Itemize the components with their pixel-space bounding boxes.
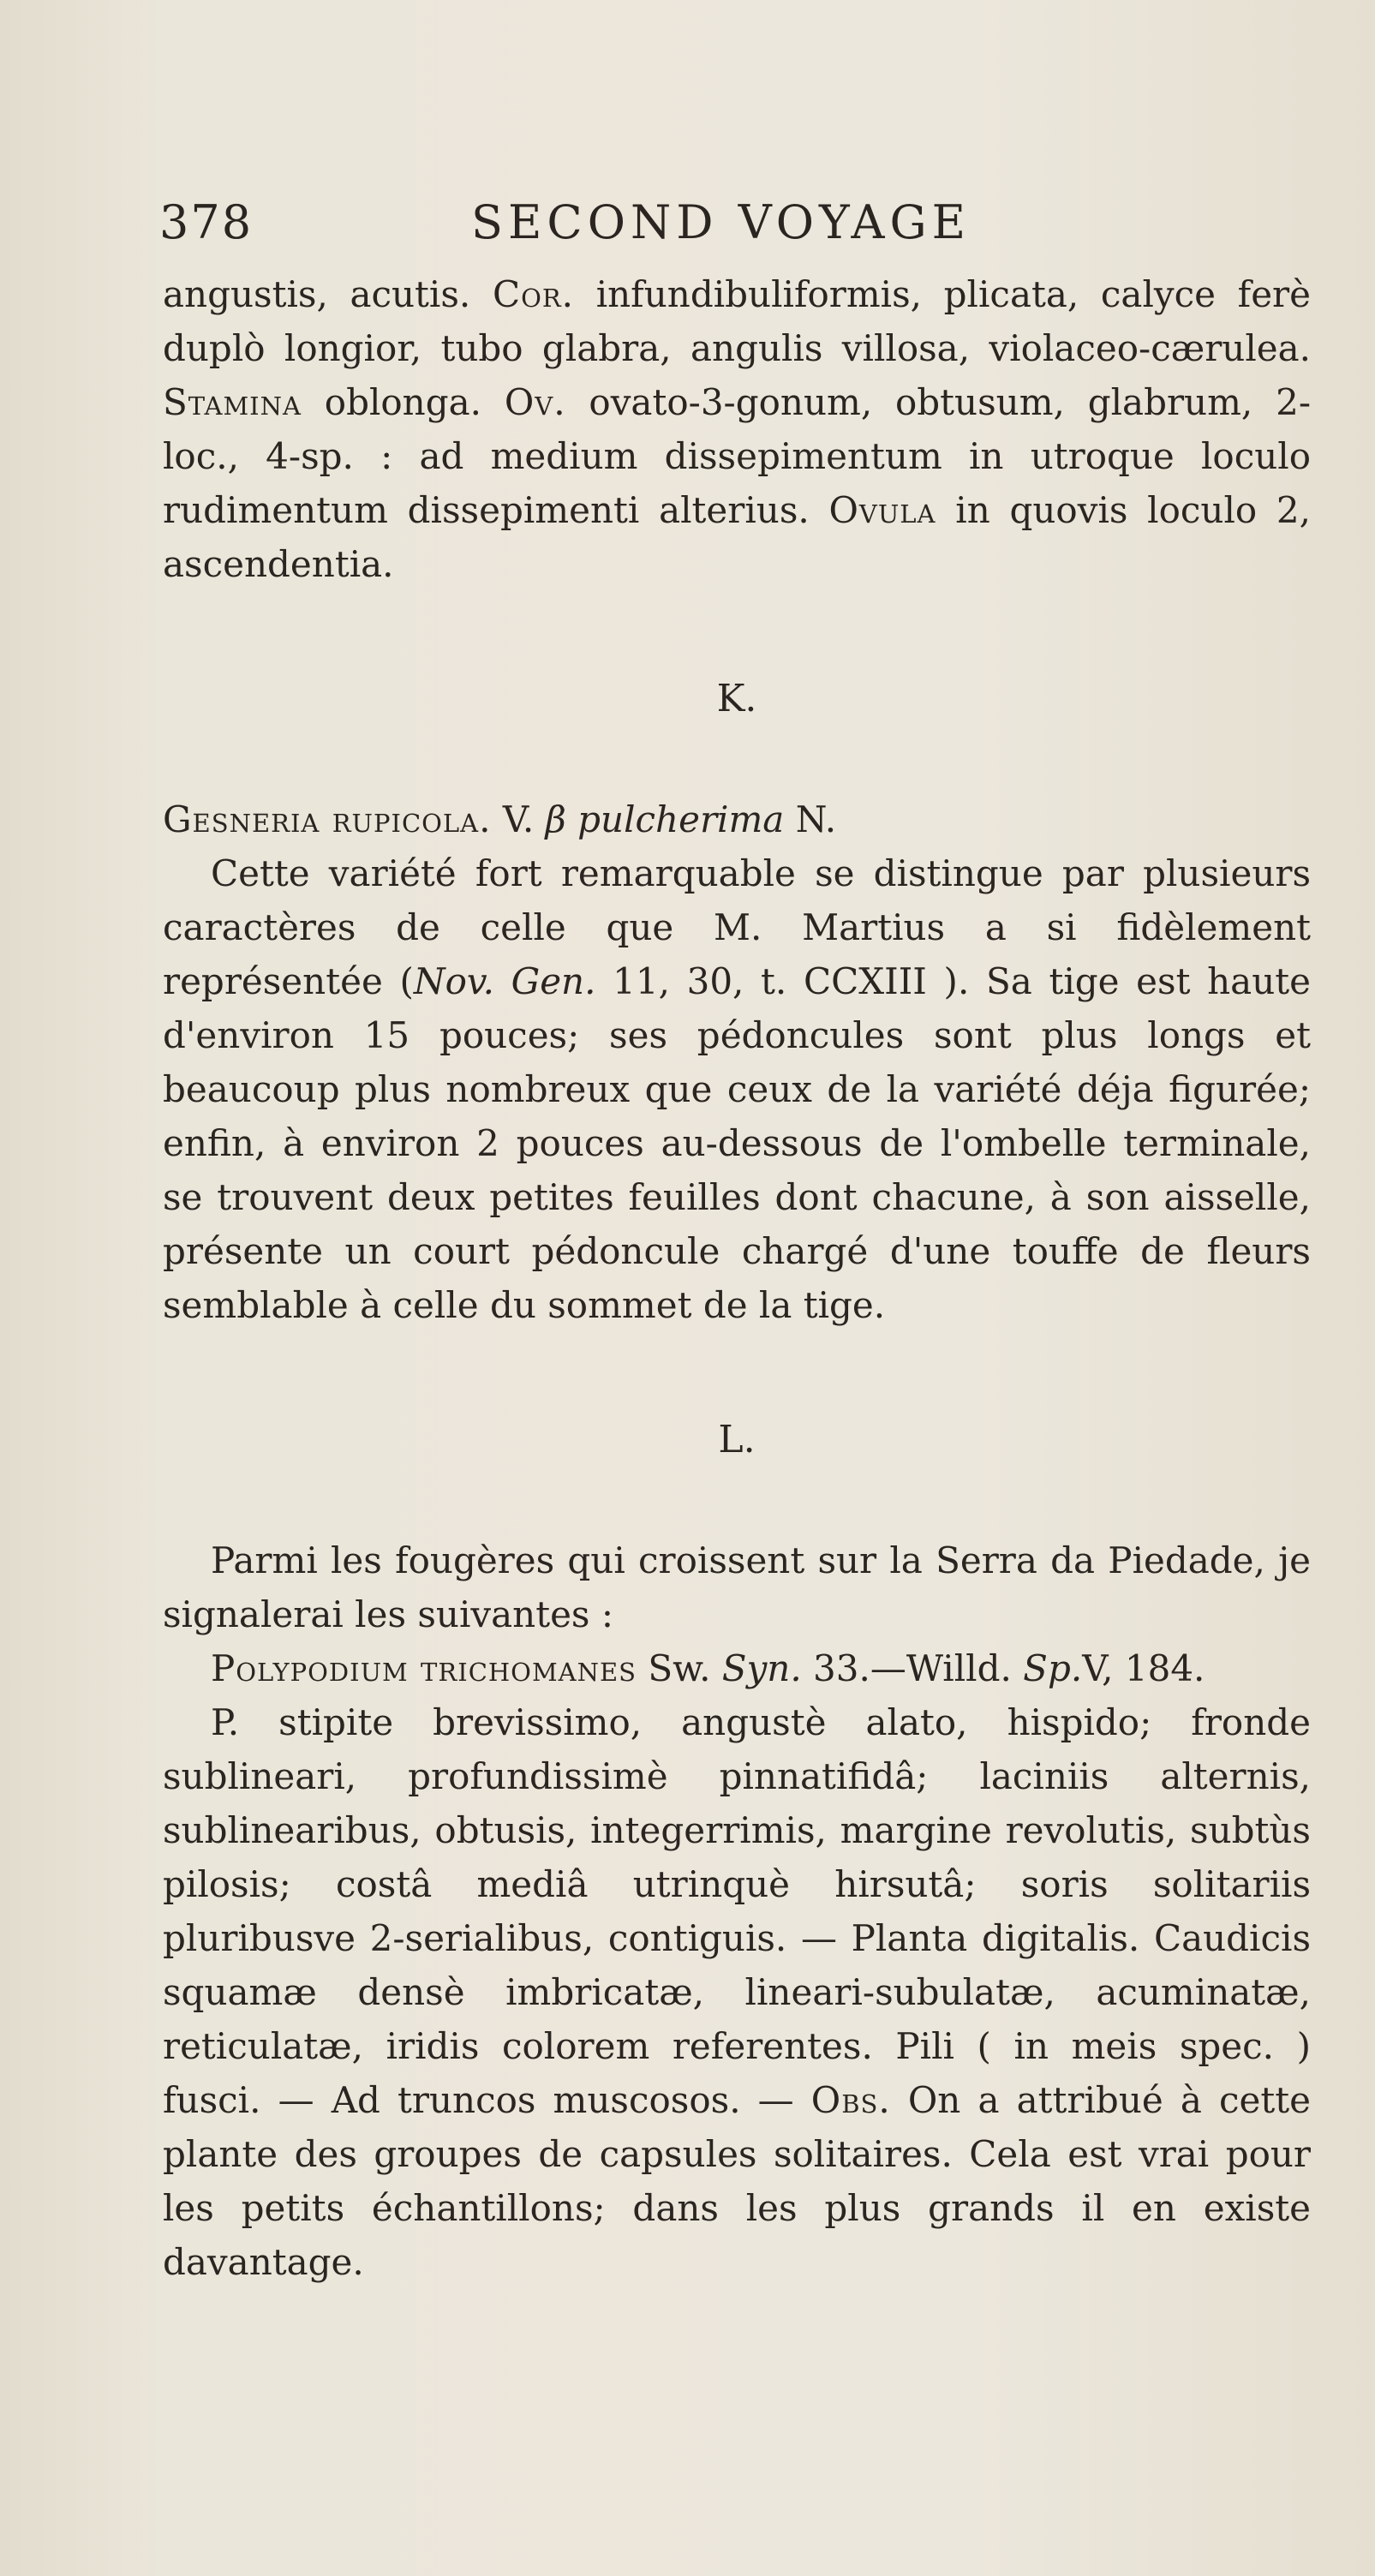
section-letter-l: L. xyxy=(718,1418,756,1461)
species-name: Gesneria rupicola. xyxy=(163,798,492,840)
term-ovarium: Ov. xyxy=(504,381,566,423)
text-run: V. xyxy=(491,798,546,840)
text-run: oblonga. xyxy=(301,381,505,423)
text-run: 11, 30, t. CCXIII ). Sa tige est haute d'environ 15 pouces; ses pédoncules sont plus longs et beaucoup plus nombreux que ceux de la variété déja figurée; enfin, à environ 2 pouces au-dessous de l'ombelle terminale, se trouvent deux petites feuilles dont chacune, à son aisselle, présente un court pédoncule chargé d'une touffe de fleurs semblable à celle du sommet de la tige. xyxy=(163,960,1311,1326)
species-heading-gesneria xyxy=(163,792,1311,846)
species-name: Polypodium trichomanes xyxy=(211,1647,637,1689)
spacer xyxy=(163,1467,1311,1533)
spacer xyxy=(163,1332,1311,1413)
text-run: Sw. xyxy=(637,1647,722,1689)
spacer xyxy=(163,726,1311,792)
text-run: V, 184. xyxy=(1082,1647,1205,1689)
spacer xyxy=(163,591,1311,672)
text-run: Cette variété fort remarquable se distingue par plusieurs caractères de celle que M. Martius a si fidèlement représentée ( xyxy=(163,852,1311,1002)
body-text xyxy=(163,267,1311,2289)
author-abbrev: N. xyxy=(784,798,837,840)
text-run: On a attribué à cette plante des groupes de capsules solitaires. Cela est vrai pour les petits échantillons; dans les plus grands il en existe davantage. xyxy=(163,2079,1311,2283)
citation-abbrev: Sp. xyxy=(1023,1647,1083,1689)
paragraph-variety xyxy=(163,846,1311,1332)
paragraph-description xyxy=(163,267,1311,591)
text-run: angustis, acutis. xyxy=(163,273,493,315)
term-ovula: Ovula xyxy=(828,489,936,531)
variety-name: β pulcherima xyxy=(545,798,785,840)
paragraph-polypodium-description xyxy=(163,1695,1311,2289)
text-run: infundibuliformis, plicata, calyce ferè duplò longior, tubo glabra, angulis villosa, violaceo-cærulea. xyxy=(163,273,1311,369)
species-heading-polypodium xyxy=(163,1641,1311,1695)
text-run: in quovis loculo 2, ascendentia. xyxy=(163,489,1311,585)
text-run: 33.—Willd. xyxy=(801,1647,1024,1689)
term-observation: Obs. xyxy=(810,2079,891,2121)
text-run: P. stipite brevissimo, angustè alato, hispido; fronde sublineari, profundissimè pinnatifidâ; laciniis alternis, sublinearibus, obtusis, integerrimis, margine revolutis, subtùs pilosis; costâ mediâ utrinquè hirsutâ; soris solitariis pluribusve 2-serialibus, contiguis. — Planta digitalis. Caudicis squamæ densè imbricatæ, lineari-subulatæ, acuminatæ, reticulatæ, iridis colorem referentes. Pili ( in meis spec. ) fusci. — Ad truncos muscosos. — xyxy=(163,1701,1311,2121)
paragraph-ferns-intro: Parmi les fougères qui croissent sur la Serra da Piedade, je signalerai les suivantes : xyxy=(163,1539,1311,1635)
term-stamina: Stamina xyxy=(163,381,302,423)
term-corolla: Cor. xyxy=(492,273,575,315)
page-number: 378 xyxy=(159,195,254,249)
citation-abbrev: Syn. xyxy=(721,1647,802,1689)
page-header xyxy=(159,195,1307,255)
citation-title: Nov. Gen. xyxy=(413,960,596,1002)
text-run: ovato-3-gonum, obtusum, glabrum, 2-loc., 4-sp. : ad medium dissepimentum in utroque loculo rudimentum dissepimenti alterius. xyxy=(163,381,1312,531)
section-letter-k: K. xyxy=(716,677,757,720)
running-title: SECOND VOYAGE xyxy=(471,195,971,249)
